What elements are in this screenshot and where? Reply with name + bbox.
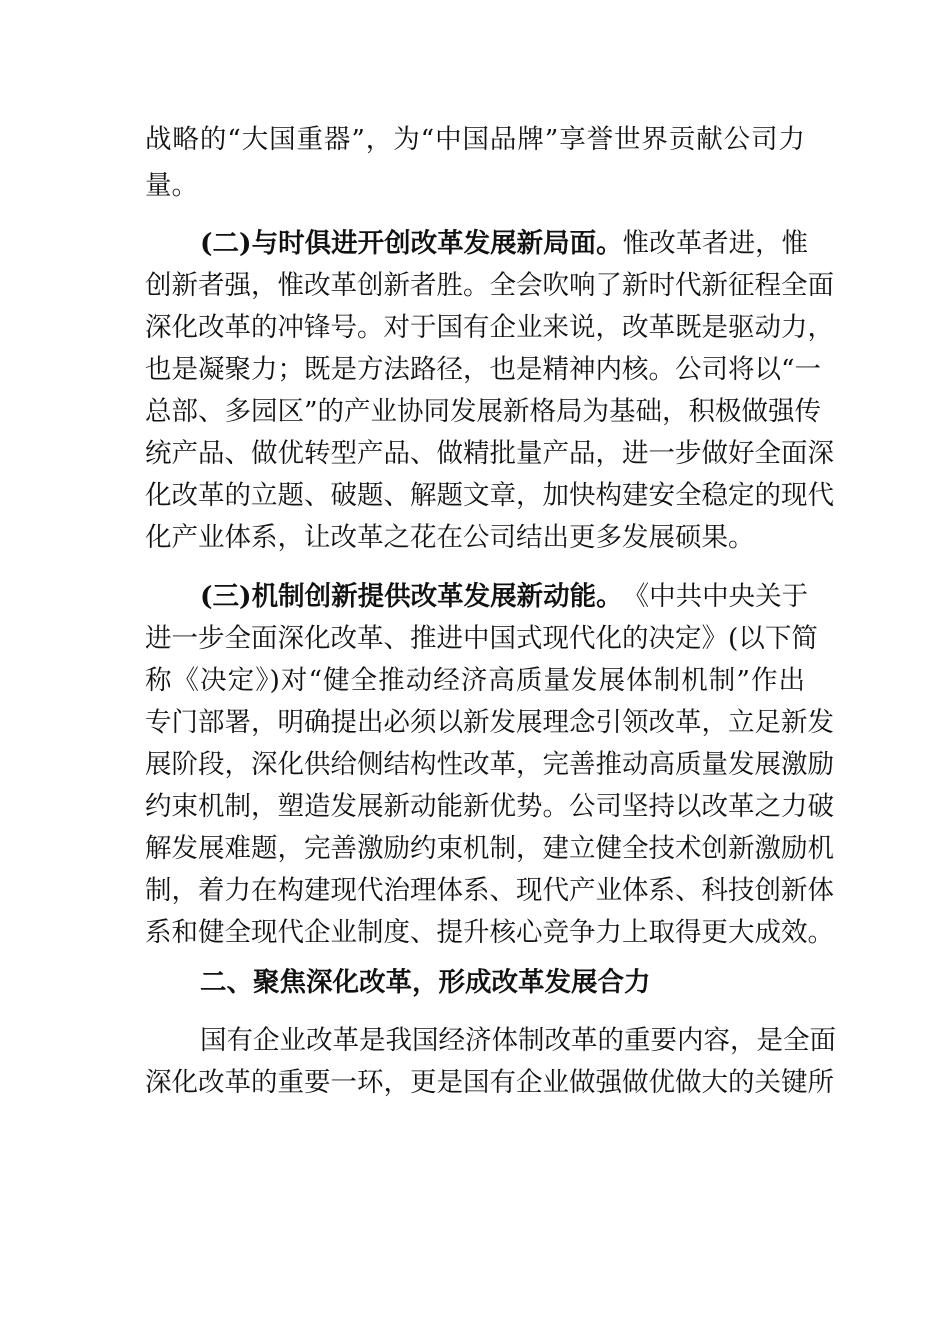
paragraph-2-heading: (二)与时俱进开创改革发展新局面。: [200, 228, 623, 259]
paragraph-3-line-5: 展阶段，深化供给侧结构性改革，完善推动高质量发展激励: [145, 749, 834, 780]
paragraph-3-line-7: 解发展难题，完善激励约束机制，建立健全技术创新激励机: [145, 833, 834, 864]
paragraph-1-line-2: 量。: [145, 170, 198, 201]
paragraph-3-heading: (三)机制创新提供改革发展新动能。: [200, 581, 623, 612]
paragraph-3-line-6: 约束机制，塑造发展新动能新优势。公司坚持以改革之力破: [145, 791, 834, 822]
paragraph-4-line-1: 国有企业改革是我国经济体制改革的重要内容，是全面: [200, 1025, 836, 1056]
paragraph-2-line-2: 创新者强，惟改革创新者胜。全会吹响了新时代新征程全面: [145, 270, 834, 301]
paragraph-3-line-9: 系和健全现代企业制度、提升核心竞争力上取得更大成效。: [145, 917, 834, 948]
paragraph-2-line-1: [200, 224, 809, 264]
paragraph-2-line-8: 化产业体系，让改革之花在公司结出更多发展硕果。: [145, 522, 755, 553]
paragraph-3-line-3: 称《决定》)对“健全推动经济高质量发展体制机制”作出: [145, 665, 805, 696]
paragraph-3-line-4: 专门部署，明确提出必须以新发展理念引领改革，立足新发: [145, 707, 834, 738]
paragraph-2-line-5: 总部、多园区”的产业协同发展新格局为基础，积极做强传: [145, 396, 822, 427]
paragraph-2-line-4: 也是凝聚力；既是方法路径，也是精神内核。公司将以“一: [145, 354, 822, 385]
section-2-heading: 二、聚焦深化改革，形成改革发展合力: [200, 967, 651, 998]
paragraph-4-line-2: 深化改革的重要一环，更是国有企业做强做优做大的关键所: [145, 1067, 834, 1098]
paragraph-2-line-7: 化改革的立题、破题、解题文章，加快构建安全稳定的现代: [145, 480, 834, 511]
paragraph-2-line-6: 统产品、做优转型产品、做精批量产品，进一步做好全面深: [145, 438, 834, 469]
paragraph-3-line-1: [200, 577, 809, 617]
paragraph-2-line-3: 深化改革的冲锋号。对于国有企业来说，改革既是驱动力，: [145, 312, 834, 343]
paragraph-3-line-1-text: 《中共中央关于: [622, 581, 809, 612]
paragraph-3-line-8: 制，着力在构建现代治理体系、现代产业体系、科技创新体: [145, 875, 834, 906]
paragraph-1-line-1: 战略的“大国重器”，为“中国品牌”享誉世界贡献公司力: [145, 124, 805, 155]
paragraph-3-line-2: 进一步全面深化改革、推进中国式现代化的决定》(以下简: [145, 623, 818, 654]
paragraph-2-line-1-text: 惟改革者进，惟: [622, 228, 809, 259]
